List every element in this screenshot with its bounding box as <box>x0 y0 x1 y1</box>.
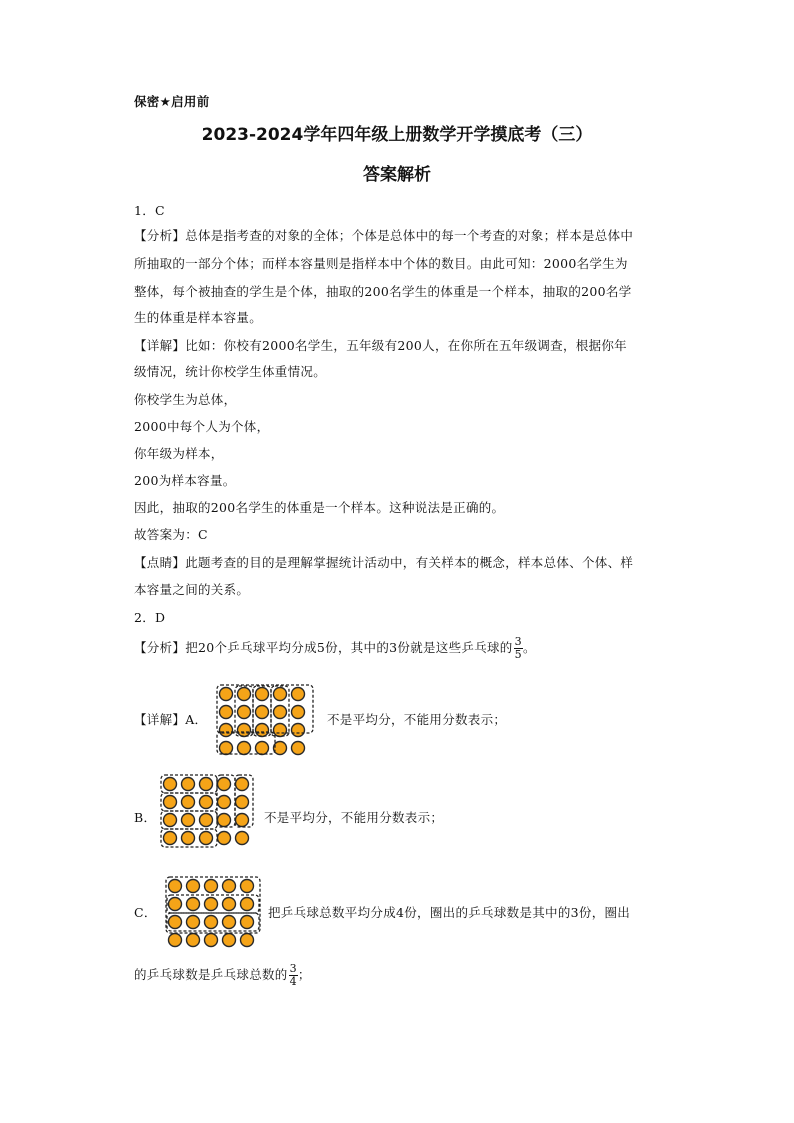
fraction-three-quarters: $\frac{3}{4}$ <box>289 962 297 988</box>
ping-pong-ball <box>200 778 213 791</box>
ping-pong-ball <box>236 814 249 827</box>
ping-pong-ball <box>187 880 200 893</box>
ping-pong-ball <box>256 688 269 701</box>
ping-pong-ball <box>223 934 236 947</box>
ping-pong-ball <box>238 688 251 701</box>
ping-pong-ball <box>223 898 236 911</box>
ping-pong-ball <box>292 688 305 701</box>
ping-pong-ball <box>218 814 231 827</box>
q1-detail-line: 级情况，统计你校学生体重情况。 <box>134 364 327 379</box>
ping-pong-ball <box>218 778 231 791</box>
option-b-label: B． <box>134 810 157 825</box>
ping-pong-ball <box>238 706 251 719</box>
ping-pong-ball <box>274 742 287 755</box>
q1-line: 2000中每个人为个体， <box>134 419 270 434</box>
option-a-text: 不是平均分，不能用分数表示； <box>327 712 507 727</box>
ping-pong-ball <box>241 880 254 893</box>
q1-analysis-line: 生的体重是样本容量。 <box>134 310 263 325</box>
ping-pong-ball <box>236 778 249 791</box>
ping-pong-ball <box>205 934 218 947</box>
ping-pong-ball <box>164 778 177 791</box>
ping-pong-ball <box>182 778 195 791</box>
ping-pong-ball <box>220 706 233 719</box>
fraction-three-fifths: $\frac{3}{5}$ <box>514 635 522 661</box>
ping-pong-ball <box>256 724 269 737</box>
q1-analysis-line: 整体，每个被抽查的学生是个体，抽取的200名学生的体重是一个样本，抽取的200名学 <box>134 284 632 299</box>
option-c-label: C． <box>134 905 157 920</box>
ping-pong-ball <box>241 934 254 947</box>
q2-number: 2．D <box>134 610 166 625</box>
q1-line: 你校学生为总体， <box>134 392 237 407</box>
ping-pong-ball <box>238 724 251 737</box>
ping-pong-ball <box>205 898 218 911</box>
ping-pong-ball <box>182 832 195 845</box>
ping-pong-ball <box>182 814 195 827</box>
ping-pong-ball <box>241 898 254 911</box>
ping-pong-ball <box>223 916 236 929</box>
ping-pong-ball <box>164 796 177 809</box>
ping-pong-ball <box>274 706 287 719</box>
q1-line: 因此，抽取的200名学生的体重是一个样本。这种说法是正确的。 <box>134 500 505 515</box>
ping-pong-ball <box>187 916 200 929</box>
ping-pong-ball <box>256 742 269 755</box>
ping-pong-ball <box>256 706 269 719</box>
ping-pong-ball <box>205 916 218 929</box>
ping-pong-ball <box>205 880 218 893</box>
ping-pong-ball <box>274 724 287 737</box>
q2-analysis-text: 【分析】把20个乒乓球平均分成5份，其中的3份就是这些乒乓球的 <box>134 640 513 655</box>
q1-number: 1．C <box>134 203 165 218</box>
ping-pong-ball <box>236 796 249 809</box>
option-c-ball-figure <box>165 876 265 948</box>
ping-pong-ball <box>223 880 236 893</box>
ping-pong-ball <box>220 688 233 701</box>
q1-comment-line: 本容量之间的关系。 <box>134 582 250 597</box>
option-b-ball-figure <box>160 774 260 846</box>
ping-pong-ball <box>169 934 182 947</box>
option-a-label: 【详解】A． <box>134 712 208 727</box>
ping-pong-ball <box>200 832 213 845</box>
ping-pong-ball <box>169 880 182 893</box>
page-subtitle: 答案解析 <box>363 165 431 185</box>
ping-pong-ball <box>292 706 305 719</box>
ping-pong-ball <box>292 742 305 755</box>
ping-pong-ball <box>220 724 233 737</box>
page-title: 2023-2024学年四年级上册数学开学摸底考（三） <box>201 125 593 145</box>
q2-analysis: 【分析】把20个乒乓球平均分成5份，其中的3份就是这些乒乓球的 $\frac{3}{5}$ 。 <box>134 635 536 661</box>
secret-mark: 保密★启用前 <box>134 94 210 109</box>
ping-pong-ball <box>187 934 200 947</box>
ping-pong-ball <box>169 898 182 911</box>
ping-pong-ball <box>169 916 182 929</box>
ping-pong-ball <box>182 796 195 809</box>
ping-pong-ball <box>200 796 213 809</box>
ping-pong-ball <box>238 742 251 755</box>
ping-pong-ball <box>236 832 249 845</box>
ping-pong-ball <box>274 688 287 701</box>
option-c-continuation: 的乒乓球数是乒乓球总数的 $\frac{3}{4}$ ； <box>134 962 311 988</box>
q1-answer: 故答案为：C <box>134 527 208 542</box>
ping-pong-ball <box>187 898 200 911</box>
q1-line: 200为样本容量。 <box>134 473 236 488</box>
q1-comment-line: 【点睛】此题考查的目的是理解掌握统计活动中，有关样本的概念，样本总体、个体、样 <box>134 555 634 570</box>
ping-pong-ball <box>218 796 231 809</box>
ping-pong-ball <box>292 724 305 737</box>
ping-pong-ball <box>218 832 231 845</box>
q1-analysis-line: 【分析】总体是指考查的对象的全体；个体是总体中的每一个考查的对象；样本是总体中 <box>134 228 634 243</box>
q1-line: 你年级为样本， <box>134 446 224 461</box>
option-b-text: 不是平均分，不能用分数表示； <box>264 810 444 825</box>
ping-pong-ball <box>164 814 177 827</box>
ping-pong-ball <box>164 832 177 845</box>
option-c-text: 把乒乓球总数平均分成4份，圈出的乒乓球数是其中的3份，圈出 <box>268 905 631 920</box>
q1-analysis-line: 所抽取的一部分个体；而样本容量则是指样本中个体的数目。由此可知：2000名学生为 <box>134 256 628 271</box>
option-a-ball-figure <box>216 684 316 756</box>
ping-pong-ball <box>200 814 213 827</box>
ping-pong-ball <box>220 742 233 755</box>
ping-pong-ball <box>241 916 254 929</box>
q1-detail-line: 【详解】比如：你校有2000名学生，五年级有200人，在你所在五年级调查，根据你年 <box>134 338 627 353</box>
